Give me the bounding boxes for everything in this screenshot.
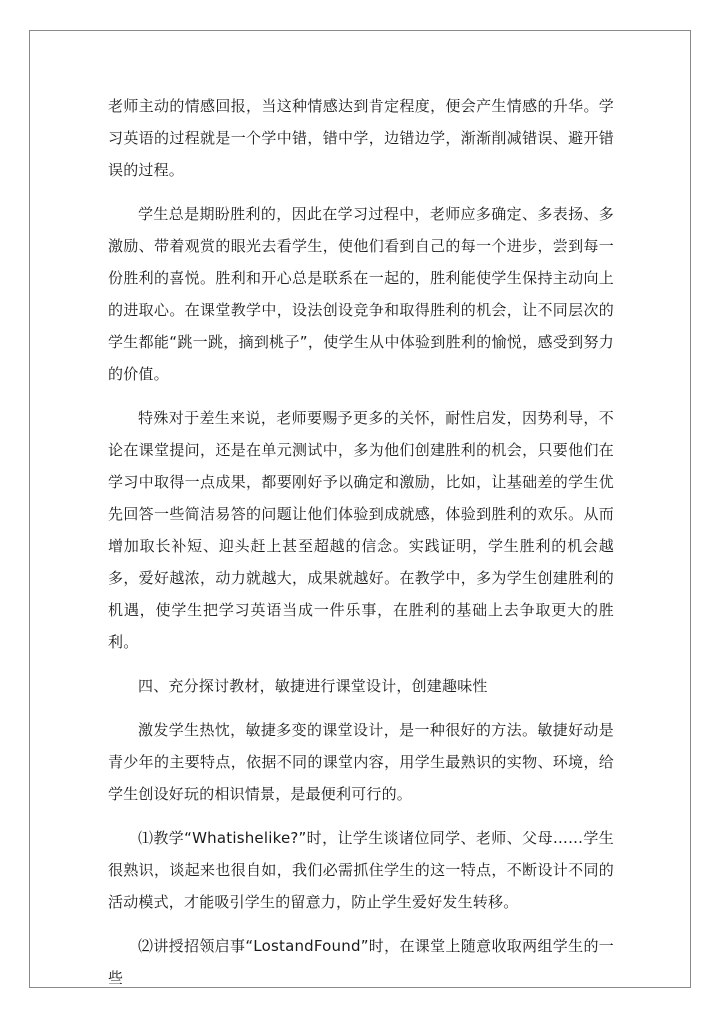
paragraph-4: 激发学生热忱，敏捷多变的课堂设计，是一种很好的方法。敏捷好动是青少年的主要特点，依据不同的课堂内容，用学生最熟识的实物、环境，给学生创设好玩的相识情景，是最便利可行的。 xyxy=(108,721,614,803)
section-heading: 四、充分探讨教材，敏捷进行课堂设计，创建趣味性 xyxy=(138,677,488,695)
paragraph-2: 学生总是期盼胜利的，因此在学习过程中，老师应多确定、多表扬、多激励、带着观赏的眼光去看学生，使他们看到自己的每一个进步，尝到每一份胜利的喜悦。胜利和开心总是联系在一起的，胜利能使学生保持主动向上的进取心。在课堂教学中，设法创设竞争和取得胜利的机会，让不同层次的学生都能“跳一跳，摘到桃子”，使学生从中体验到胜利的愉悦，感受到努力的价值。 xyxy=(108,205,614,383)
paragraph-3: 特殊对于差生来说，老师要赐予更多的关怀，耐性启发，因势利导，不论在课堂提问，还是在单元测试中，多为他们创建胜利的机会，只要他们在学习中取得一点成果，都要刚好予以确定和激励，比如，让基础差的学生优先回答一些简洁易答的问题让他们体验到成就感，体验到胜利的欢乐。从而增加取长补短、迎头赶上甚至超越的信念。实践证明，学生胜利的机会越多，爱好越浓，动力就越大，成果就越好。在教学中，多为学生创建胜利的机遇，使学生把学习英语当成一件乐事，在胜利的基础上去争取更大的胜利。 xyxy=(108,409,614,651)
paragraph-1: 老师主动的情感回报，当这种情感达到肯定程度，便会产生情感的升华。学习英语的过程就是一个学中错，错中学，边错边学，渐渐削减错误、避开错误的过程。 xyxy=(108,97,614,179)
paragraph-6: ⑵讲授招领启事“LostandFound”时，在课堂上随意收取两组学生的一些 xyxy=(108,937,614,987)
document-body xyxy=(108,90,614,1006)
paragraph-5: ⑴教学“Whatishelike?”时，让学生谈诸位同学、老师、父母……学生很熟识，谈起来也很自如，我们必需抓住学生的这一特点，不断设计不同的活动模式，才能吸引学生的留意力，防止学生爱好发生转移。 xyxy=(108,829,614,911)
